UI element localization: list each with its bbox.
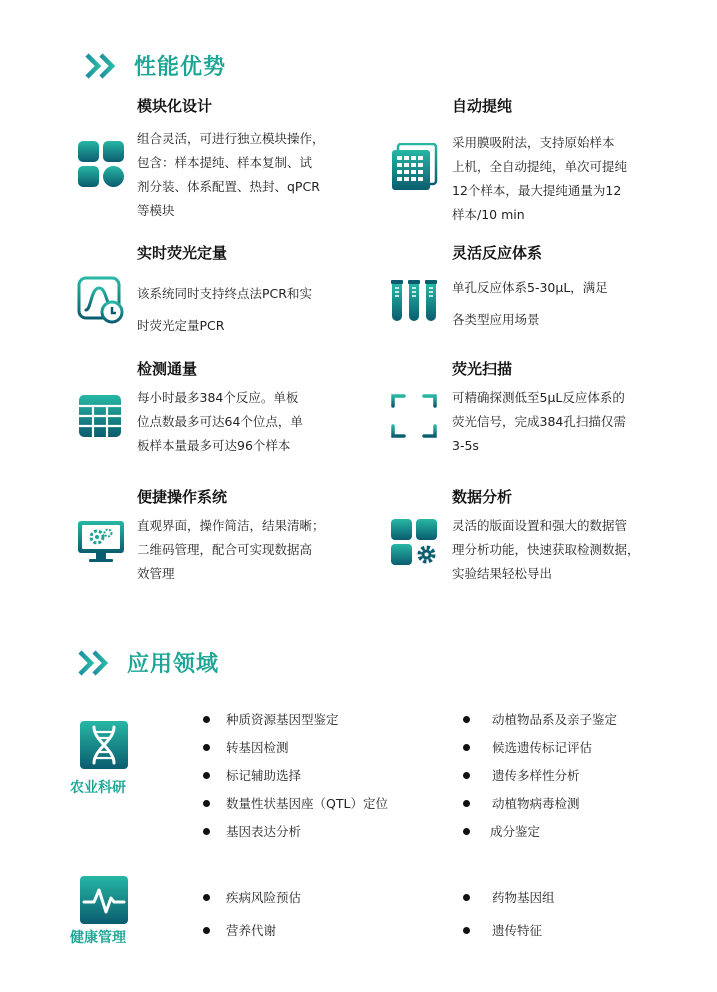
list-item: 遗传多样性分析 [463, 766, 580, 784]
feature-title: 荧光扫描 [452, 360, 513, 378]
curve-timer-icon [77, 276, 125, 324]
feature-os [77, 486, 377, 596]
feature-data-analysis [390, 486, 690, 596]
blocks-gear-icon [390, 518, 438, 566]
feature-auto-purification [390, 95, 690, 235]
application-label: 农业科研 [70, 780, 126, 796]
list-item: 转基因检测 [203, 738, 289, 756]
feature-throughput [77, 358, 377, 468]
feature-realtime-quant [77, 242, 377, 342]
heartbeat-icon [76, 872, 132, 928]
section-header-application [77, 647, 219, 678]
list-item: 种质资源基因型鉴定 [203, 710, 339, 728]
grid-table-icon [77, 392, 125, 440]
double-chevron-icon [84, 51, 120, 81]
list-item: 疾病风险预估 [203, 888, 301, 906]
feature-title: 便捷操作系统 [137, 488, 228, 506]
feature-title: 自动提纯 [452, 97, 513, 115]
section-title: 应用领域 [127, 652, 220, 677]
feature-description: 灵活的版面设置和强大的数据管 理分析功能，快速获取检测数据， 实验结果轻松导出 [452, 518, 640, 581]
list-item: 标记辅助选择 [203, 766, 301, 784]
feature-description: 该系统同时支持终点法PCR和实 时荧光定量PCR [137, 286, 312, 333]
list-item: 成分鉴定 [463, 822, 540, 840]
list-item: 营养代谢 [203, 921, 276, 939]
scan-frame-icon [390, 392, 438, 440]
feature-title: 数据分析 [452, 488, 513, 506]
double-chevron-icon [77, 648, 113, 678]
feature-title: 实时荧光定量 [137, 244, 228, 262]
feature-flexible-reaction [390, 242, 690, 342]
dna-icon [76, 717, 132, 773]
feature-description: 单孔反应体系5-30μL，满足 各类型应用场景 [452, 280, 608, 327]
list-item: 数量性状基因座（QTL）定位 [203, 794, 388, 812]
list-item: 动植物品系及亲子鉴定 [463, 710, 617, 728]
feature-title: 检测通量 [137, 360, 198, 378]
list-item: 候选遗传标记评估 [463, 738, 592, 756]
feature-title: 灵活反应体系 [452, 244, 543, 262]
feature-description: 组合灵活，可进行独立模块操作， 包含：样本提纯、样本复制、试 剂分装、体系配置、热封、qPCR 等模块 [137, 131, 325, 218]
feature-description: 每小时最多384个反应。单板 位点数最多可达64个位点，单 板样本量最多可达96个样本 [137, 390, 303, 453]
test-tubes-icon [390, 278, 438, 326]
modules-icon [77, 140, 125, 188]
feature-description: 采用膜吸附法，支持原始样本 上机，全自动提纯，单次可提纯 12个样本，最大提纯通量为12 样本/10 min [452, 135, 628, 222]
feature-title: 模块化设计 [137, 97, 213, 115]
feature-description: 直观界面，操作简洁，结果清晰； 二维码管理，配合可实现数据高 效管理 [137, 518, 325, 581]
plate-icon [390, 143, 438, 191]
section-title: 性能优势 [134, 55, 227, 80]
monitor-gear-icon [77, 518, 125, 566]
list-item: 动植物病毒检测 [463, 794, 580, 812]
section-header-performance [84, 50, 226, 81]
list-item: 基因表达分析 [203, 822, 301, 840]
application-label: 健康管理 [70, 930, 126, 946]
feature-fluorescence-scan [390, 358, 690, 468]
feature-modular-design [77, 95, 377, 235]
list-item: 遗传特征 [463, 921, 542, 939]
feature-description: 可精确探测低至5μL反应体系的 荧光信号，完成384孔扫描仅需 3-5s [452, 390, 626, 453]
list-item: 药物基因组 [463, 888, 555, 906]
